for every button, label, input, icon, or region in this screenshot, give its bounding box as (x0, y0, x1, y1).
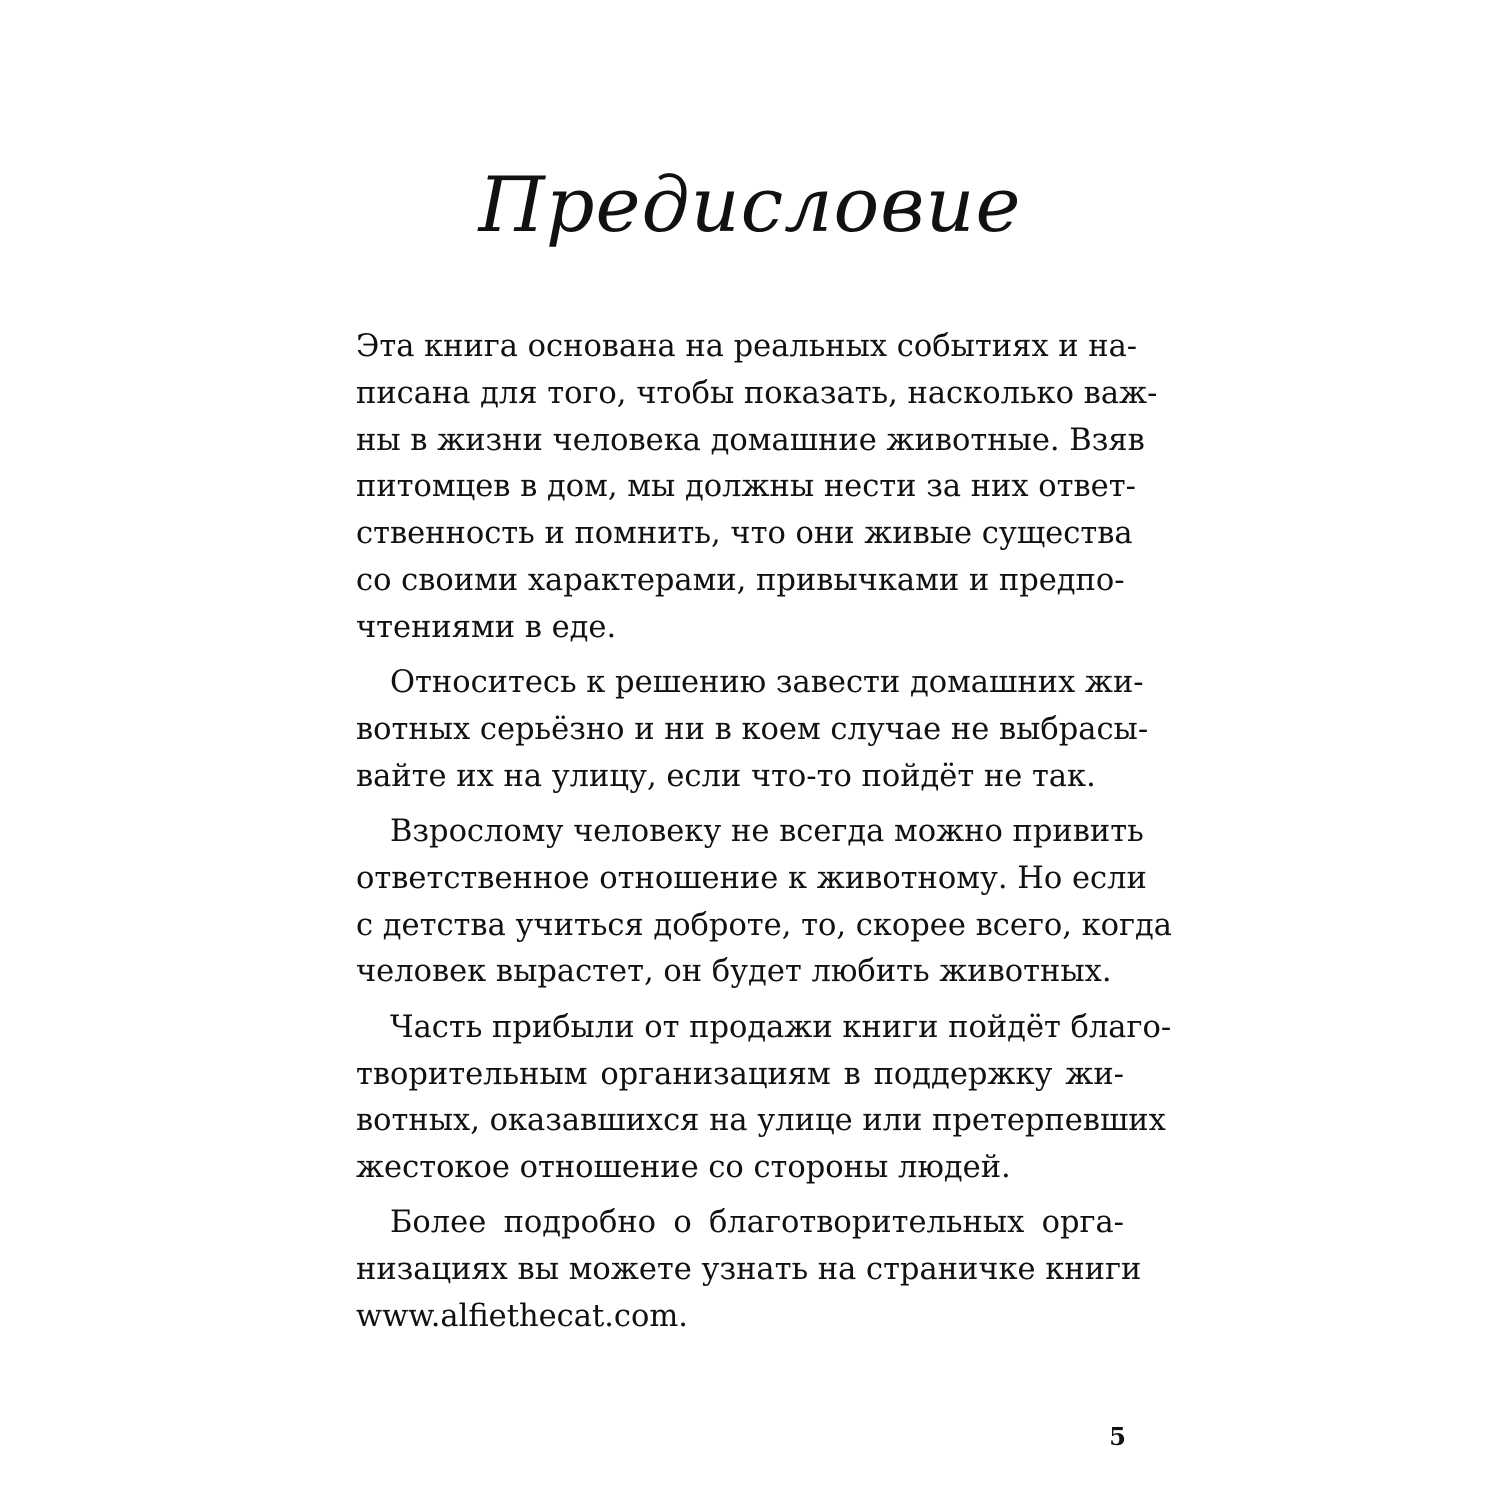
text-line: со своими характерами, привычками и предпо- (356, 562, 1125, 598)
text-line: Часть прибыли от продажи книги пойдёт благо- (390, 1009, 1172, 1045)
text-line: писана для того, чтобы показать, насколько важ- (356, 375, 1158, 411)
text-line: Взрослому человеку не всегда можно привить (390, 814, 1144, 850)
text-line: питомцев в дом, мы должны нести за них ответ- (356, 469, 1136, 505)
paragraph (356, 324, 1158, 652)
text-line: вотных серьёзно и ни в коем случае не выбрасы- (356, 711, 1149, 747)
text-line: Эта книга основана на реальных событиях и на- (356, 329, 1138, 364)
text-line: ственность и помнить, что они живые существа (356, 516, 1133, 552)
text-line: низациях вы можете узнать на страничке книги (356, 1252, 1142, 1288)
chapter-title: Предисловие (478, 160, 1022, 249)
page-number: 5 (1109, 1422, 1126, 1451)
text-line: Более подробно о благотворительных орга- (390, 1205, 1124, 1241)
paragraph (356, 660, 1149, 800)
text-line: творительным организациям в поддержку жи- (356, 1056, 1124, 1092)
paragraph (356, 1200, 1142, 1340)
paragraph (356, 1005, 1172, 1192)
text-line: человек вырастет, он будет любить животных. (356, 954, 1112, 990)
text-line: жестокое отношение со стороны людей. (356, 1150, 1011, 1186)
website-link-text: www.alfiethecat.com. (356, 1299, 688, 1335)
text-line: Относитесь к решению завести домашних жи- (390, 665, 1144, 701)
paragraph (356, 809, 1172, 996)
text-line: ответственное отношение к животному. Но если (356, 860, 1147, 896)
body-text (356, 324, 1172, 1349)
text-line: вотных, оказавшихся на улице или претерпевших (356, 1103, 1166, 1139)
text-line: с детства учиться доброте, то, скорее всего, когда (356, 907, 1172, 943)
text-line: вайте их на улицу, если что-то пойдёт не так. (356, 758, 1096, 794)
text-line: ны в жизни человека домашние животные. Взяв (356, 422, 1145, 458)
text-line: чтениями в еде. (356, 609, 617, 645)
